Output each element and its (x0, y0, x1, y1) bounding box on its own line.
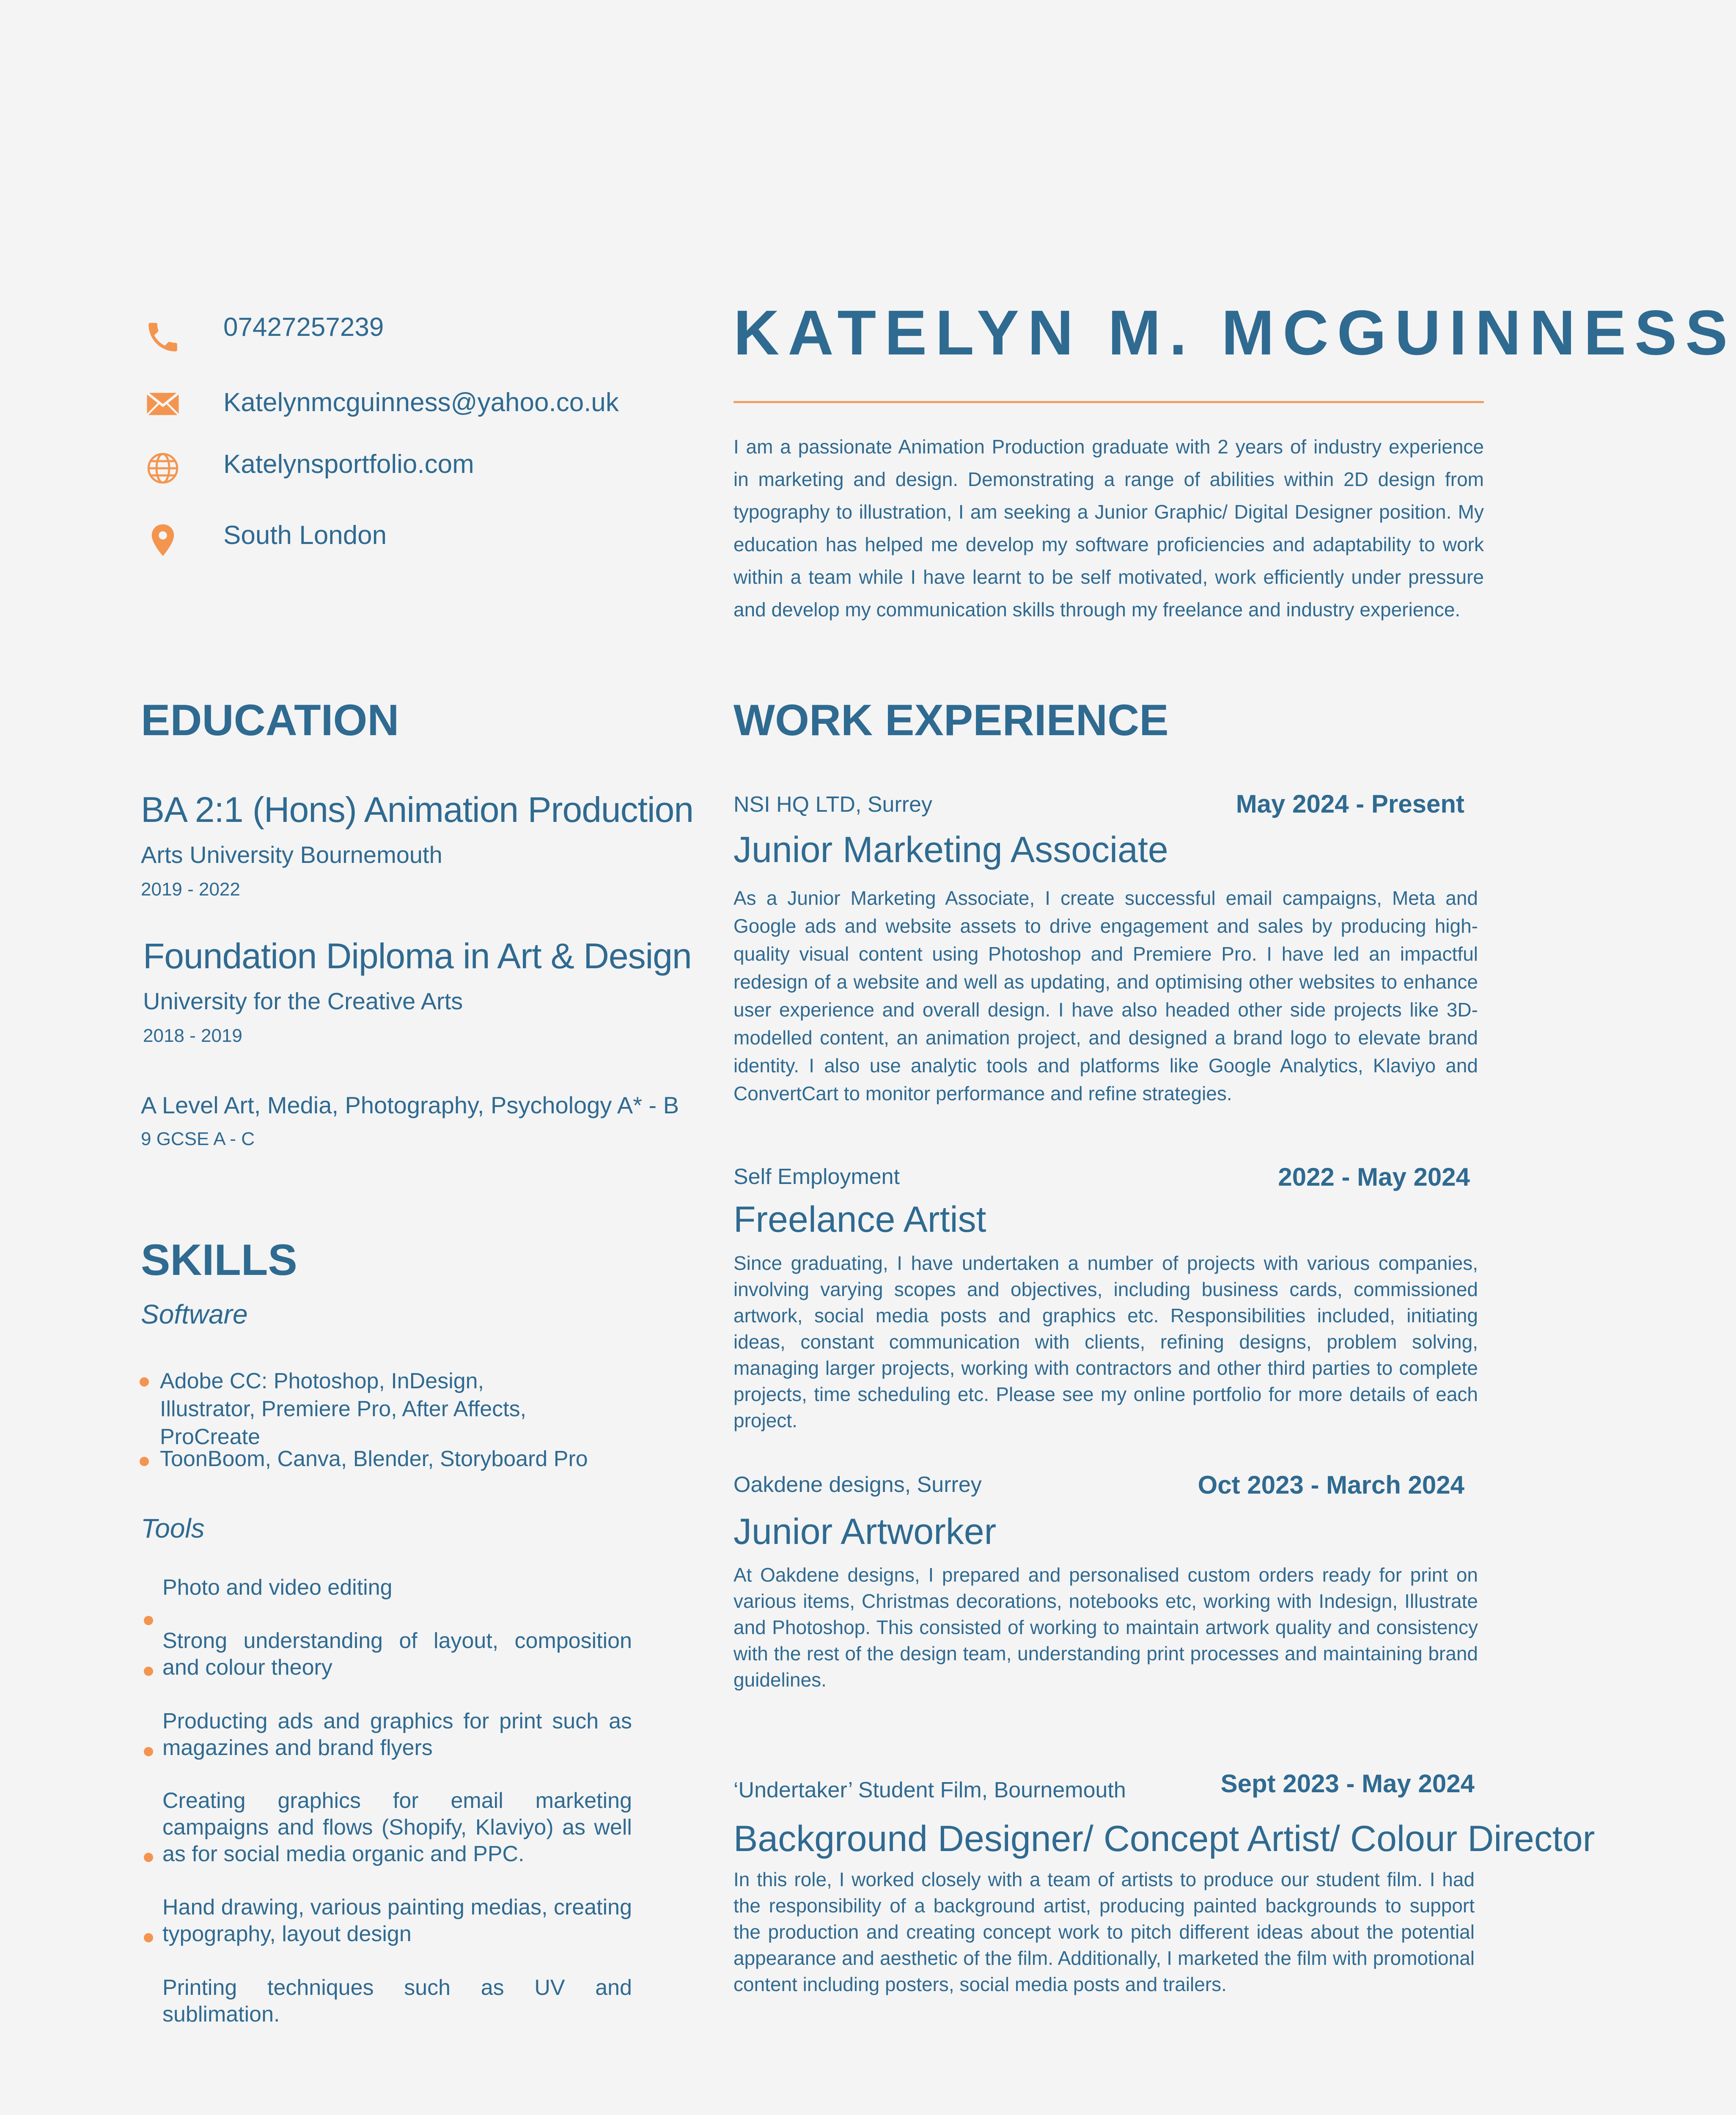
phone-number[interactable]: 07427257239 (223, 313, 384, 342)
bullet-icon (144, 1747, 153, 1756)
tool-skill: Photo and video editing (162, 1575, 393, 1600)
tool-skill: Strong understanding of layout, composition and colour theory (162, 1629, 632, 1680)
bullet-icon (140, 1457, 149, 1466)
profile-summary: I am a passionate Animation Production graduate with 2 years of industry experience in marketing and design. Demonstrating a range of abilities within 2D design from typography to illustration, I am seeking a Junior Graphic/ Digital Designer position. My education has helped me develop my software proficiencies and adaptability to work within a team while I have learnt to be self motivated, work efficiently under pressure and develop my communication skills through my freelance and industry experience. (733, 436, 1484, 621)
tools-subheading: Tools (141, 1513, 205, 1544)
degree-title: BA 2:1 (Hons) Animation Production (141, 790, 694, 830)
bullet-icon (144, 1853, 153, 1862)
job-company: NSI HQ LTD, Surrey (733, 792, 933, 817)
tool-skill: Hand drawing, various painting medias, creating typography, layout design (162, 1895, 632, 1946)
education-years: 2018 - 2019 (143, 1025, 242, 1046)
software-subheading: Software (141, 1299, 248, 1329)
location-text: South London (223, 521, 387, 550)
school-name: University for the Creative Arts (143, 988, 463, 1014)
job-title: Junior Artworker (733, 1511, 997, 1552)
skills-heading: SKILLS (141, 1236, 297, 1285)
job-description: As a Junior Marketing Associate, I create successful email campaigns, Meta and Google ads and website assets to drive engagement and sales by producing high-quality visual content using Photoshop and Premiere Pro. I have led an impactful redesign of a website and well as updating, and optimising other websites to enhance user experience and overall design. I have also headed other side projects like 3D-modelled content, an animation project, and designed a brand logo to elevate brand identity. I also use analytic tools and platforms like Google Analytics, Klaviyo and ConvertCart to monitor performance and refine strategies. (733, 887, 1478, 1104)
education-heading: EDUCATION (141, 696, 399, 745)
envelope-icon (144, 385, 182, 423)
bullet-icon (140, 1377, 149, 1387)
job-title: Junior Marketing Associate (733, 830, 1168, 870)
job-company: ‘Undertaker’ Student Film, Bournemouth (733, 1778, 1126, 1802)
bullet-icon (144, 1667, 153, 1676)
job-dates: Sept 2023 - May 2024 (1220, 1769, 1475, 1798)
a-level-title: A Level Art, Media, Photography, Psychology A* - B (141, 1092, 679, 1118)
work-experience-heading: WORK EXPERIENCE (733, 696, 1169, 745)
school-name: Arts University Bournemouth (141, 841, 442, 868)
tool-skill: Creating graphics for email marketing campaigns and flows (Shopify, Klaviyo) as well as for social media organic and PPC. (162, 1788, 632, 1866)
bullet-icon (144, 1933, 153, 1942)
email-link[interactable]: Katelynmcguinness@yahoo.co.uk (223, 388, 619, 417)
job-dates: Oct 2023 - March 2024 (1198, 1471, 1464, 1499)
job-company: Oakdene designs, Surrey (733, 1472, 982, 1497)
website-link[interactable]: Katelynsportfolio.com (223, 450, 474, 479)
degree-title: Foundation Diploma in Art & Design (143, 936, 692, 976)
phone-icon (144, 318, 182, 356)
globe-icon (144, 449, 182, 487)
job-description: In this role, I worked closely with a team of artists to produce our student film. I had the responsibility of a background artist, producing painted backgrounds to support the production and creating concept work to pitch different ideas about the potential appearance and aesthetic of the film. Additionally, I marketed the film with promotional content including posters, social media posts and trailers. (733, 1868, 1475, 1995)
job-company: Self Employment (733, 1165, 900, 1189)
candidate-name: KATELYN M. MCGUINNESS (733, 297, 1736, 368)
bullet-icon (144, 1616, 153, 1625)
tool-skill: Printing techniques such as UV and sublimation. (162, 1975, 632, 2027)
job-dates: May 2024 - Present (1236, 790, 1464, 818)
job-title: Background Designer/ Concept Artist/ Colour Director (733, 1818, 1595, 1859)
job-dates: 2022 - May 2024 (1278, 1163, 1470, 1191)
software-skill: Adobe CC: Photoshop, InDesign, Illustrator, Premiere Pro, After Affects, ProCreate (160, 1369, 527, 1449)
tool-skill: Producting ads and graphics for print such as magazines and brand flyers (162, 1709, 632, 1760)
job-description: Since graduating, I have undertaken a number of projects with various companies, involving varying scopes and objectives, including business cards, commissioned artwork, social media posts and graphics etc. Responsibilities included, initiating ideas, constant communication with clients, refining designs, problem solving, managing larger projects, working with contractors and other third parties to complete projects, time scheduling etc. Please see my online portfolio for more details of each project. (733, 1252, 1478, 1431)
gcse-text: 9 GCSE A - C (141, 1129, 255, 1149)
education-years: 2019 - 2022 (141, 879, 240, 900)
location-pin-icon (144, 521, 182, 559)
job-description: At Oakdene designs, I prepared and personalised custom orders ready for print on various items, Christmas decorations, notebooks etc, working with Indesign, Illustrate and Photoshop. This consisted of working to maintain artwork quality and consistency with the rest of the design team, understanding print processes and maintaining brand guidelines. (733, 1564, 1478, 1691)
job-title: Freelance Artist (733, 1199, 986, 1240)
software-skill: ToonBoom, Canva, Blender, Storyboard Pro (160, 1447, 588, 1471)
name-divider (733, 401, 1484, 403)
